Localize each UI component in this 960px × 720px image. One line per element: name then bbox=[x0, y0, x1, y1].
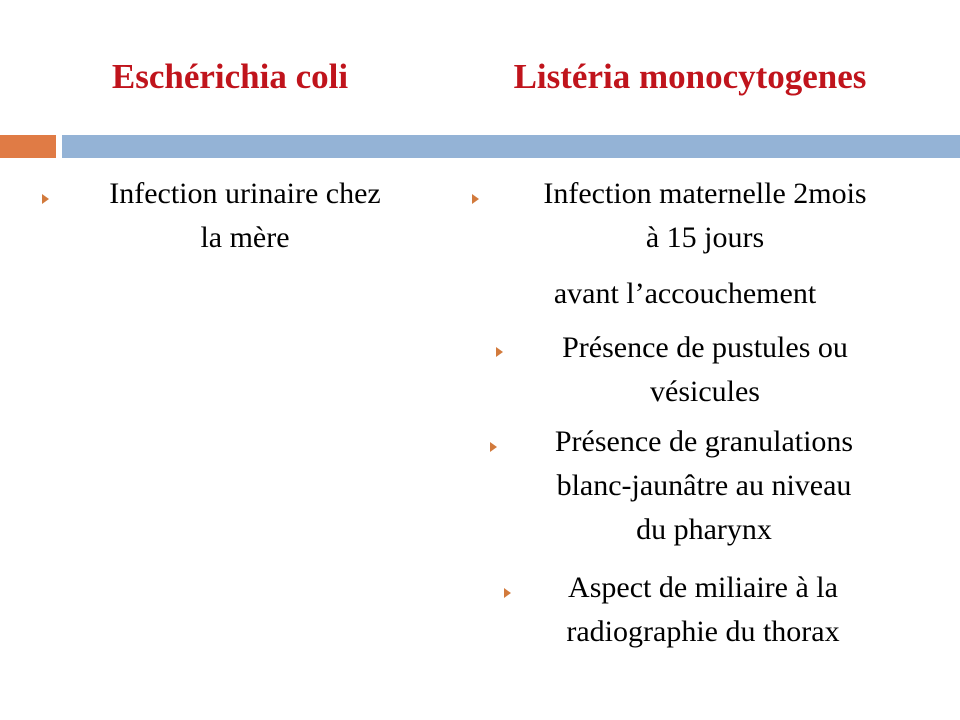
list-item-line: du pharynx bbox=[636, 513, 772, 546]
list-item-line: Présence de pustules ou bbox=[562, 331, 848, 364]
arrow-bullet-icon bbox=[504, 588, 511, 598]
arrow-bullet-icon bbox=[490, 442, 497, 452]
list-item bbox=[500, 172, 910, 260]
list-item-line: Infection maternelle 2mois bbox=[543, 177, 867, 210]
list-item-line: la mère bbox=[200, 221, 290, 254]
list-item-continuation: avant l’accouchement bbox=[553, 277, 817, 310]
list-item-line: radiographie du thorax bbox=[566, 615, 840, 648]
list-item bbox=[70, 172, 420, 260]
list-item-line: Infection urinaire chez bbox=[109, 177, 381, 210]
list-item-line: Aspect de miliaire à la bbox=[568, 571, 838, 604]
arrow-bullet-icon bbox=[472, 194, 479, 204]
arrow-bullet-icon bbox=[42, 194, 49, 204]
list-item-line: Présence de granulations bbox=[554, 425, 854, 458]
list-item-line: blanc-jaunâtre au niveau bbox=[556, 469, 852, 502]
accent-bar-orange bbox=[0, 135, 56, 158]
list-item bbox=[528, 566, 878, 654]
list-item bbox=[520, 326, 890, 414]
column-title-ecoli: Eschérichia coli bbox=[111, 57, 349, 96]
accent-bar-blue bbox=[62, 135, 960, 158]
list-item bbox=[514, 420, 894, 552]
list-item-line: à 15 jours bbox=[645, 221, 765, 254]
column-title-listeria: Listéria monocytogenes bbox=[513, 57, 867, 96]
list-item-line: vésicules bbox=[650, 375, 760, 408]
arrow-bullet-icon bbox=[496, 347, 503, 357]
